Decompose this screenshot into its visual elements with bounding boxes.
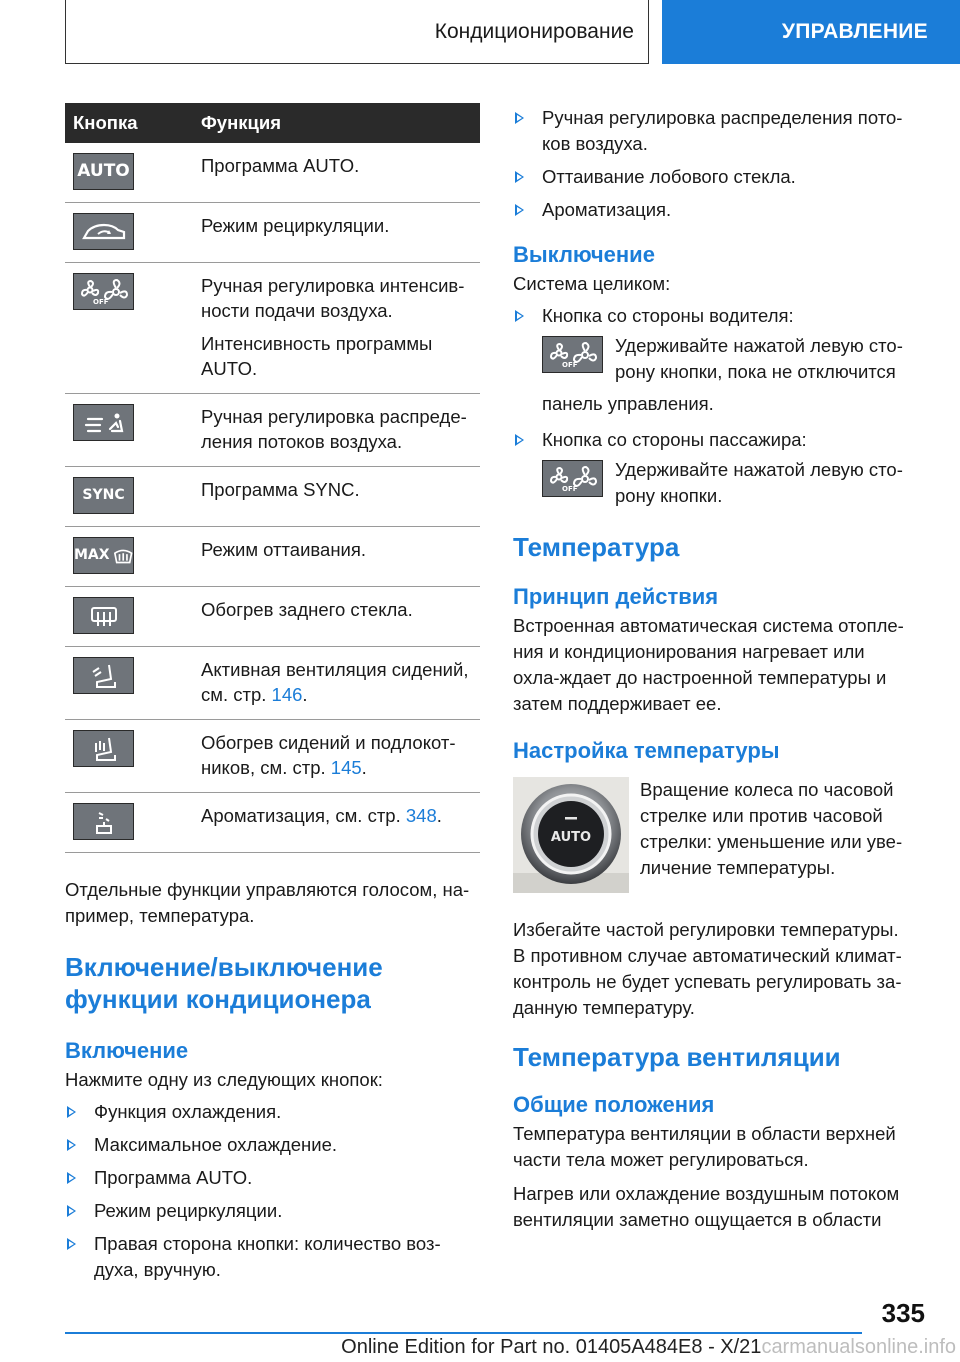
rear-window-heating-icon xyxy=(73,597,134,634)
function-text xyxy=(201,803,472,828)
sync-icon xyxy=(73,477,134,514)
function-text: Программа AUTO. xyxy=(201,155,360,176)
passenger-instruction xyxy=(542,457,913,509)
footer-edition xyxy=(341,1336,956,1359)
fragrance-icon xyxy=(73,803,134,840)
list-item-text: Ручная регулировка распределения пото-ков воздуха. xyxy=(542,107,903,154)
heading-vent-temp: Температура вентиляции xyxy=(513,1042,841,1072)
table-row xyxy=(65,647,480,720)
function-text: Ручная регулировка интенсив-ности подачи воздуха. xyxy=(201,275,465,321)
list-item-text: Кнопка со стороны водителя: xyxy=(542,305,794,326)
sync-label: SYNC xyxy=(82,487,125,503)
function-text: Режим оттаивания. xyxy=(201,539,367,560)
table-row xyxy=(65,394,480,467)
list-item-text: Режим рециркуляции. xyxy=(94,1200,283,1221)
watermark-text: carmanualsonline.info xyxy=(761,1336,956,1358)
triangle-bullet-icon xyxy=(515,171,524,183)
list-item xyxy=(513,303,913,329)
section-title: Кондиционирование xyxy=(434,19,634,43)
list-item xyxy=(513,197,913,223)
triangle-bullet-icon xyxy=(515,310,524,322)
list-item xyxy=(513,105,913,157)
on-intro: Нажмите одну из следующих кнопок: xyxy=(65,1069,383,1090)
max-label: MAX xyxy=(74,547,110,563)
list-item-text: Оттаивание лобового стекла. xyxy=(542,166,796,187)
triangle-bullet-icon xyxy=(515,434,524,446)
list-item xyxy=(513,164,913,190)
page-number: 335 xyxy=(881,1298,925,1328)
triangle-bullet-icon xyxy=(67,1106,76,1118)
table-row xyxy=(65,467,480,527)
list-item xyxy=(65,1165,480,1191)
function-text-main: Активная вентиляция сидений, см. стр. xyxy=(201,659,469,705)
list-item-text: Ароматизация. xyxy=(542,199,672,220)
function-text xyxy=(201,730,472,780)
table-header-button: Кнопка xyxy=(65,103,193,143)
header-section xyxy=(65,0,649,64)
edition-text: Online Edition for Part no. 01405A484E8 - X/21 xyxy=(341,1336,762,1358)
function-text-suffix: . xyxy=(436,805,442,826)
left-column xyxy=(65,103,480,1290)
triangle-bullet-icon xyxy=(67,1238,76,1250)
knob-text: Вращение колеса по часовой стрелке или против часовой стрелки: уменьшение или уве-личение температуры. xyxy=(640,779,903,878)
page-link[interactable]: 145 xyxy=(330,757,362,778)
right-column xyxy=(513,103,913,1233)
table-row xyxy=(65,203,480,263)
list-item xyxy=(65,1231,480,1283)
function-text xyxy=(201,657,472,707)
triangle-bullet-icon xyxy=(67,1172,76,1184)
heading-temp-setting: Настройка температуры xyxy=(513,738,780,763)
button-function-table xyxy=(65,103,480,853)
page-link[interactable]: 146 xyxy=(271,684,303,705)
off-list xyxy=(513,303,913,329)
general-text-1: Температура вентиляции в области верхней части тела может регулироваться. xyxy=(513,1123,896,1170)
table-row xyxy=(65,263,480,394)
driver-instruction-text: Удерживайте нажатой левую сто-рону кнопки, пока не отключится xyxy=(615,335,903,382)
list-item xyxy=(65,1099,480,1125)
list-item-text: Кнопка со стороны пассажира: xyxy=(542,429,807,450)
fan-off-icon xyxy=(73,273,134,310)
list-item-text: Функция охлаждения. xyxy=(94,1101,282,1122)
function-text-suffix: . xyxy=(302,684,308,705)
table-row xyxy=(65,143,480,203)
avoid-text: Избегайте частой регулировки температуры. В противном случае автоматический климат-контроль не будет успевать регулировать за-данную температуру. xyxy=(513,919,902,1018)
auto-label: AUTO xyxy=(77,161,130,181)
triangle-bullet-icon xyxy=(67,1205,76,1217)
max-defrost-icon xyxy=(73,537,134,574)
list-item-text: Правая сторона кнопки: количество воз-духа, вручную. xyxy=(94,1233,441,1280)
auto-icon xyxy=(73,153,134,190)
table-header-row xyxy=(65,103,480,143)
list-item-text: Программа AUTO. xyxy=(94,1167,253,1188)
table-row xyxy=(65,527,480,587)
table-header-function: Функция xyxy=(193,103,480,143)
chapter-title: УПРАВЛЕНИЕ xyxy=(781,20,928,43)
function-text: Ручная регулировка распреде-ления потоков воздуха. xyxy=(201,406,467,452)
triangle-bullet-icon xyxy=(515,112,524,124)
off-list-passenger xyxy=(513,427,913,453)
heading-principle: Принцип действия xyxy=(513,584,719,609)
on-list-continued xyxy=(513,105,913,223)
fan-off-icon xyxy=(542,460,603,497)
function-text: Обогрев заднего стекла. xyxy=(201,599,413,620)
triangle-bullet-icon xyxy=(515,204,524,216)
function-text-main: Обогрев сидений и подлокот-ников, см. стр. xyxy=(201,732,456,778)
passenger-instruction-text: Удерживайте нажатой левую сто-рону кнопки. xyxy=(615,459,903,506)
table-row xyxy=(65,720,480,793)
knob-section xyxy=(513,777,913,893)
list-item xyxy=(65,1198,480,1224)
driver-instruction xyxy=(542,333,913,385)
page-link[interactable]: 348 xyxy=(405,805,437,826)
heading-general: Общие положения xyxy=(513,1092,715,1117)
heading-on: Включение xyxy=(65,1038,189,1063)
triangle-bullet-icon xyxy=(67,1139,76,1151)
list-item-text: Максимальное охлаждение. xyxy=(94,1134,338,1155)
svg-text:OFF: OFF xyxy=(561,484,578,493)
svg-text:OFF: OFF xyxy=(92,297,109,306)
heading-on-off: Включение/выключение функции кондиционера xyxy=(65,952,383,1014)
list-item xyxy=(65,1132,480,1158)
function-text: Интенсивность программы AUTO. xyxy=(201,333,433,379)
heading-off: Выключение xyxy=(513,242,655,267)
knob-auto-label: AUTO xyxy=(550,830,592,845)
header-chapter xyxy=(662,0,960,64)
svg-text:OFF: OFF xyxy=(561,360,578,369)
recirculation-car-icon xyxy=(73,213,134,250)
voice-note: Отдельные функции управляются голосом, на-пример, температура. xyxy=(65,879,470,926)
footer-divider xyxy=(65,1332,862,1334)
list-item xyxy=(513,427,913,453)
general-text-2: Нагрев или охлаждение воздушным потоком вентиляции заметно ощущается в области xyxy=(513,1183,900,1230)
function-text-main: Ароматизация, см. стр. xyxy=(201,805,406,826)
off-intro: Система целиком: xyxy=(513,273,671,294)
temperature-knob-image xyxy=(513,777,629,893)
seat-heating-icon xyxy=(73,730,134,767)
function-text-suffix: . xyxy=(361,757,367,778)
function-text: Режим рециркуляции. xyxy=(201,215,390,236)
table-row xyxy=(65,793,480,853)
heading-temperature: Температура xyxy=(513,532,680,562)
table-row xyxy=(65,587,480,647)
function-text: Программа SYNC. xyxy=(201,479,360,500)
seat-ventilation-icon xyxy=(73,657,134,694)
fan-off-icon xyxy=(542,336,603,373)
air-distribution-icon xyxy=(73,404,134,441)
driver-instruction-text-cont: панель управления. xyxy=(542,393,714,414)
principle-text: Встроенная автоматическая система отопле-ния и кондиционирования нагревает или охла-ждает до настроенной температуры и затем поддерживает ее. xyxy=(513,615,904,714)
on-list xyxy=(65,1099,480,1283)
